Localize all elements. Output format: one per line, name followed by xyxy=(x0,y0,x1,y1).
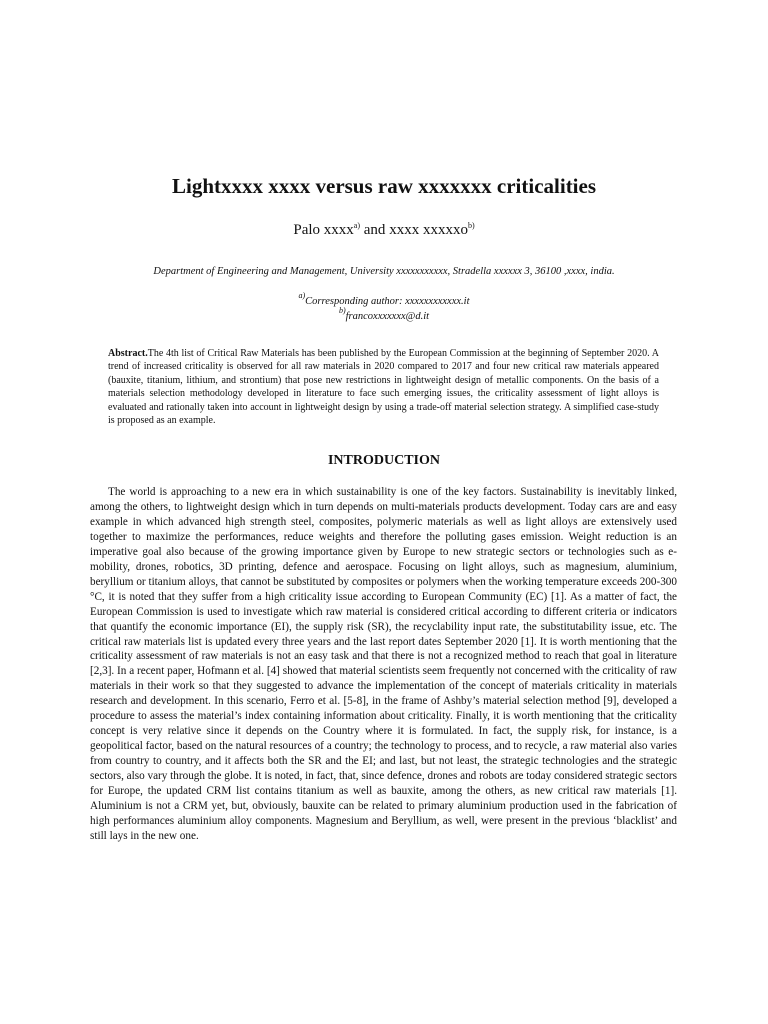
author-2-name: xxxx xxxxxo xyxy=(389,222,468,238)
corresponding-author-mark: a) xyxy=(298,291,306,300)
author-1-name: Palo xxxx xyxy=(293,222,354,238)
author-1-affiliation-mark: a) xyxy=(353,221,361,230)
second-author-email-line xyxy=(0,306,768,324)
correspondence-block xyxy=(0,291,768,324)
corresponding-author-email: Corresponding author: xxxxxxxxxxxx.it xyxy=(305,296,470,307)
paper-title: Lightxxxx xxxx versus raw xxxxxxx criticalities xyxy=(171,174,597,198)
corresponding-author-line xyxy=(0,291,768,309)
section-heading-introduction: INTRODUCTION xyxy=(327,453,440,468)
affiliation: Department of Engineering and Management, University xxxxxxxxxxx, Stradella xxxxxx 3, 36100 ,xxxx, india. xyxy=(153,266,615,277)
author-line xyxy=(0,220,768,240)
author-2-affiliation-mark: b) xyxy=(467,221,475,230)
abstract xyxy=(108,347,659,427)
introduction-paragraph: The world is approaching to a new era in which sustainability is one of the key factors. Sustainability is inevitably linked, among the others, to lightweight design which in turn depends on multi-materials products development. Today cars are and easy example in which advanced high strength steel, composites, polymeric materials as well as light alloys are extensively used together to maximize the performances, reduce weights and therefore the polluting gases emission. Weight reduction is an imperative goal also because of the growing importance given by Europe to new strategic sectors or technologies such as e-mobility, drones, robotics, 3D printing, defence and aerospace. Focusing on light alloys, such as magnesium, aluminium, beryllium or titanium alloys, that cannot be substituted by composites or polymers when the working temperature exceeds 200-300 °C, it is noted that they suffer from a high criticality issue according to European Community (EC) [1]. As a matter of fact, the European Commission is used to investigate which raw material is considered critical according to different criteria or indicators that quantify the economic importance (EI), the supply risk (SR), the recyclability input rate, the substitutability issue, etc. The critical raw materials list is updated every three years and the last report dates September 2020 [1]. It is worth mentioning that the criticality assessment of raw materials is not an easy task and that there is not a recognized method to reach that goal in literature [2,3]. In a recent paper, Hofmann et al. [4] showed that material scientists seem frequently not concerned with the criticality of raw materials in their work so that they suggested to advance the implementation of the concept of materials criticality in materials research and development. In this scenario, Ferro et al. [5-8], in the frame of Ashby’s material selection method [9], developed a procedure to assess the material’s index containing information about criticality. Finally, it is worth mentioning that the criticality concept is very relative since it depends on the Country where it is formulated. In fact, the supply risk, for instance, is a geopolitical factor, based on the natural resources of a country; the technology to process, and to recycle, a raw material also varies from country to country, and it affects both the SR and the EI; and last, but not least, the strategic technologies and the strategic sectors, also vary through the globe. It is noted, in fact, that, since defence, drones and robots are today considered strategic sectors for Europe, the updated CRM list contains titanium as well as bauxite, among the others, as new critical raw materials [1]. Aluminium is not a CRM yet, but, obviously, bauxite can be related to primary aluminium production used in the fabrication of high performances aluminium alloy components. Magnesium and Beryllium, as well, were present in the previous ‘blacklist’ and still lays in the new one. xyxy=(90,486,677,842)
author-connector: and xyxy=(360,222,390,238)
second-author-email: francoxxxxxxx@d.it xyxy=(345,311,430,322)
abstract-text: The 4th list of Critical Raw Materials has been published by the European Commission at the beginning of September 2020. A trend of increased criticality is observed for all raw materials in 2020 compared to 2017 and four new critical raw materials appeared (bauxite, titanium, lithium, and strontium) that pose new restrictions in lightweight design of metallic components. On the basis of a materials selection methodology developed in literature to face such emerging issues, the criticality assessment of light alloys is evaluated and rationally taken into account in lightweight design by using a trade-off material selection strategy. A simplified case-study is proposed as an example. xyxy=(108,348,659,427)
abstract-label: Abstract. xyxy=(108,348,148,359)
second-author-mark: b) xyxy=(338,306,346,315)
